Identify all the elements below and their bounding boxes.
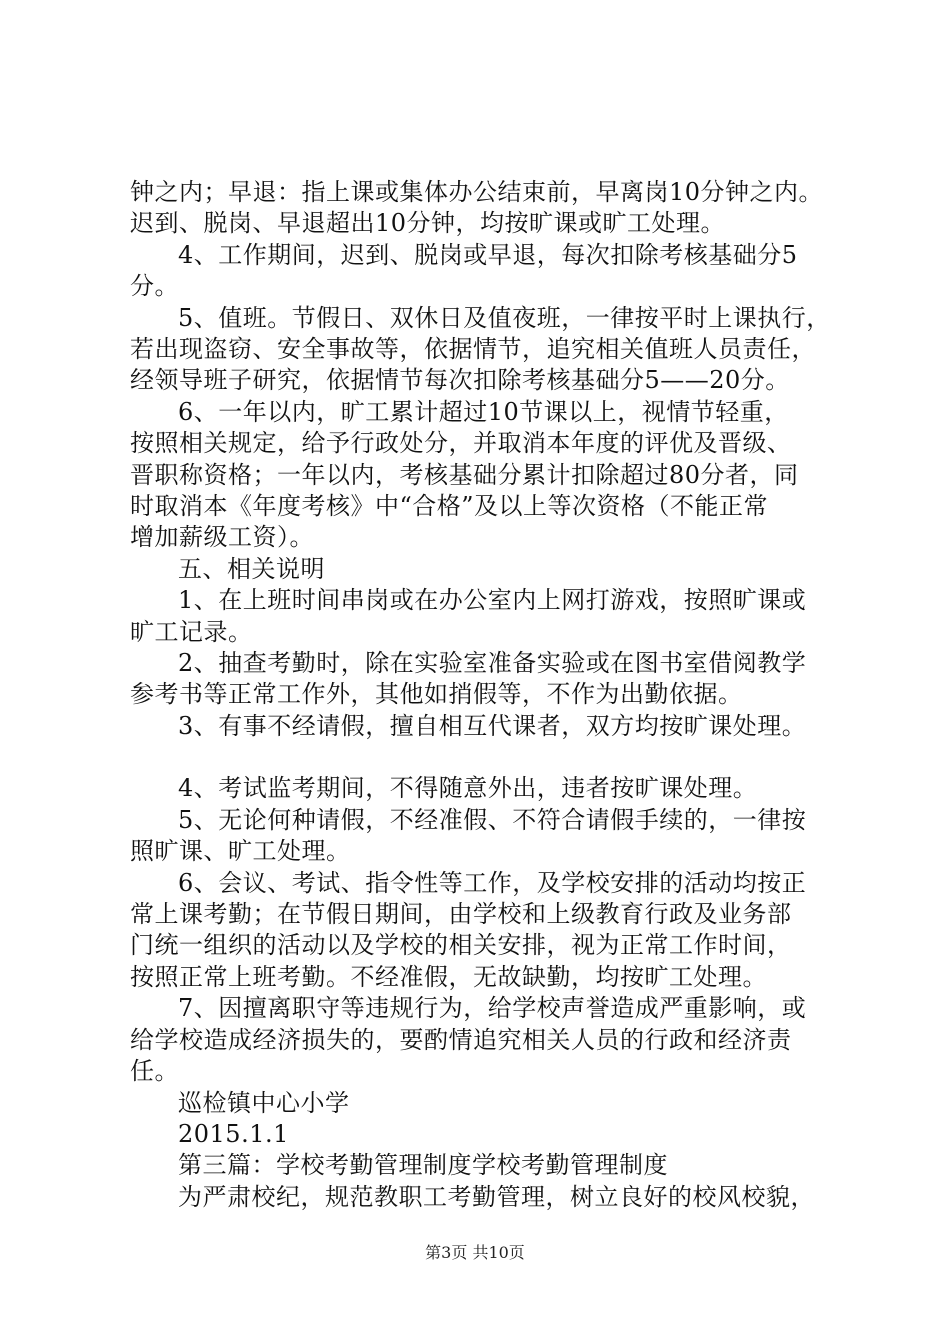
text-line: 增加薪级工资）。 [130,523,314,551]
text-line: 1、在上班时间串岗或在办公室内上网打游戏，按照旷课或 [178,586,807,614]
text-line: 门统一组织的活动以及学校的相关安排，视为正常工作时间， [130,931,792,959]
text-line: 6、一年以内，旷工累计超过10节课以上，视情节轻重， [178,398,789,426]
text-line: 为严肃校纪，规范教职工考勤管理，树立良好的校风校貌， [178,1183,815,1211]
section-heading: 五、相关说明 [178,555,325,583]
text-line: 3、有事不经请假，擅自相互代课者，双方均按旷课处理。 [178,712,807,740]
chapter-heading: 第三篇：学校考勤管理制度学校考勤管理制度 [178,1151,668,1179]
text-line: 迟到、脱岗、早退超出10分钟，均按旷课或旷工处理。 [130,209,726,237]
text-line: 5、无论何种请假，不经准假、不符合请假手续的，一律按 [178,806,807,834]
text-line: 分。 [130,272,179,300]
text-line: 时取消本《年度考核》中“合格”及以上等次资格（不能正常 [130,492,769,520]
text-line: 按照相关规定，给予行政处分，并取消本年度的评优及晋级、 [130,429,792,457]
text-line: 2、抽查考勤时，除在实验室准备实验或在图书室借阅教学 [178,649,807,677]
text-line: 经领导班子研究，依据情节每次扣除考核基础分5——20分。 [130,366,790,394]
text-line: 任。 [130,1057,179,1085]
text-line: 5、值班。节假日、双休日及值夜班，一律按平时上课执行， [178,304,831,332]
page-number: 第3页 共10页 [425,1243,525,1262]
text-line: 4、工作期间，迟到、脱岗或早退，每次扣除考核基础分5 [178,241,798,269]
text-line: 6、会议、考试、指令性等工作，及学校安排的活动均按正 [178,869,807,897]
signature-date: 2015.1.1 [178,1120,289,1148]
text-line: 给学校造成经济损失的，要酌情追究相关人员的行政和经济责 [130,1026,792,1054]
text-line: 按照正常上班考勤。不经准假，无故缺勤，均按旷工处理。 [130,963,767,991]
text-line: 照旷课、旷工处理。 [130,837,351,865]
text-line: 4、考试监考期间，不得随意外出，违者按旷课处理。 [178,774,758,802]
text-line: 7、因擅离职守等违规行为，给学校声誉造成严重影响，或 [178,994,807,1022]
text-line: 参考书等正常工作外，其他如捎假等，不作为出勤依据。 [130,680,743,708]
signature-name: 巡检镇中心小学 [178,1089,350,1117]
text-line: 常上课考勤；在节假日期间，由学校和上级教育行政及业务部 [130,900,792,928]
text-line: 若出现盗窃、安全事故等，依据情节，追究相关值班人员责任， [130,335,816,363]
text-line: 晋职称资格；一年以内，考核基础分累计扣除超过80分者，同 [130,461,799,489]
text-line: 旷工记录。 [130,618,253,646]
text-line: 钟之内；早退：指上课或集体办公结束前，早离岗10分钟之内。 [130,178,824,206]
